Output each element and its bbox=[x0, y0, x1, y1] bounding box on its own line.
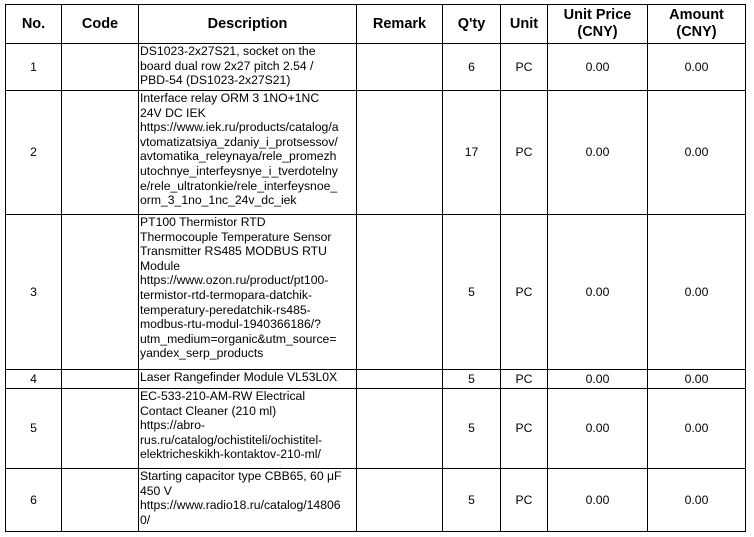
cell-remark bbox=[357, 91, 443, 215]
header-remark: Remark bbox=[357, 5, 443, 44]
header-unit-price-currency: (CNY) bbox=[577, 24, 618, 40]
header-amount-label: Amount bbox=[669, 7, 724, 23]
cell-no: 5 bbox=[6, 389, 62, 469]
table-row bbox=[6, 389, 746, 469]
cell-unit: PC bbox=[501, 469, 548, 532]
cell-unit: PC bbox=[501, 215, 548, 370]
cell-description: DS1023-2x27S21, socket on the board dual row 2x27 pitch 2.54 / PBD-54 (DS1023-2x27S21) bbox=[139, 44, 357, 91]
cell-description: Starting capacitor type CBB65, 60 μF 450 V https://www.radio18.ru/catalog/14806 0/ bbox=[139, 469, 357, 532]
quotation-table bbox=[5, 4, 746, 532]
header-unit: Unit bbox=[501, 5, 548, 44]
cell-description: PT100 Thermistor RTD Thermocouple Temperature Sensor Transmitter RS485 MODBUS RTU Module https://www.ozon.ru/product/pt100- termistor-rtd-termopara-datchik- temperatury-peredatchik-rs485- modbus-rtu-modul-1940366186/? utm_medium=organic&utm_source= yandex_serp_products bbox=[139, 215, 357, 370]
cell-unit-price: 0.00 bbox=[548, 370, 648, 389]
cell-remark bbox=[357, 469, 443, 532]
cell-no: 4 bbox=[6, 370, 62, 389]
cell-code bbox=[62, 469, 139, 532]
cell-description: Interface relay ORM 3 1NO+1NC 24V DC IEK https://www.iek.ru/products/catalog/a vtomatizatsiya_zdaniy_i_protsessov/ avtomatika_releynaya/rele_promezh utochnye_interfeysnye_i_tverdotelny e/rele_ultratonkie/rele_interfeysnoe_ orm_3_1no_1nc_24v_dc_iek bbox=[139, 91, 357, 215]
cell-amount: 0.00 bbox=[648, 44, 746, 91]
header-amount-currency: (CNY) bbox=[676, 24, 717, 40]
table-row bbox=[6, 370, 746, 389]
cell-qty: 6 bbox=[443, 44, 501, 91]
header-no: No. bbox=[6, 5, 62, 44]
cell-qty: 5 bbox=[443, 469, 501, 532]
table-row bbox=[6, 469, 746, 532]
cell-amount: 0.00 bbox=[648, 215, 746, 370]
cell-remark bbox=[357, 44, 443, 91]
cell-no: 6 bbox=[6, 469, 62, 532]
header-description: Description bbox=[139, 5, 357, 44]
cell-remark bbox=[357, 389, 443, 469]
cell-amount: 0.00 bbox=[648, 91, 746, 215]
cell-remark bbox=[357, 370, 443, 389]
cell-no: 1 bbox=[6, 44, 62, 91]
cell-unit-price: 0.00 bbox=[548, 44, 648, 91]
cell-no: 2 bbox=[6, 91, 62, 215]
header-unit-price-label: Unit Price bbox=[563, 7, 632, 23]
cell-code bbox=[62, 370, 139, 389]
header-amount bbox=[648, 5, 746, 44]
cell-unit: PC bbox=[501, 389, 548, 469]
cell-amount: 0.00 bbox=[648, 469, 746, 532]
table-row bbox=[6, 91, 746, 215]
cell-qty: 5 bbox=[443, 370, 501, 389]
cell-code bbox=[62, 91, 139, 215]
cell-no: 3 bbox=[6, 215, 62, 370]
cell-unit-price: 0.00 bbox=[548, 91, 648, 215]
cell-remark bbox=[357, 215, 443, 370]
cell-unit-price: 0.00 bbox=[548, 469, 648, 532]
cell-qty: 5 bbox=[443, 215, 501, 370]
cell-qty: 5 bbox=[443, 389, 501, 469]
table-row bbox=[6, 215, 746, 370]
cell-unit-price: 0.00 bbox=[548, 215, 648, 370]
header-code: Code bbox=[62, 5, 139, 44]
table-row bbox=[6, 44, 746, 91]
cell-code bbox=[62, 215, 139, 370]
table-header-row bbox=[6, 5, 746, 44]
cell-qty: 17 bbox=[443, 91, 501, 215]
cell-unit-price: 0.00 bbox=[548, 389, 648, 469]
cell-code bbox=[62, 389, 139, 469]
cell-code bbox=[62, 44, 139, 91]
cell-unit: PC bbox=[501, 44, 548, 91]
cell-amount: 0.00 bbox=[648, 370, 746, 389]
cell-description: Laser Rangefinder Module VL53L0X bbox=[139, 370, 357, 389]
cell-unit: PC bbox=[501, 91, 548, 215]
cell-amount: 0.00 bbox=[648, 389, 746, 469]
header-unit-price bbox=[548, 5, 648, 44]
cell-unit: PC bbox=[501, 370, 548, 389]
cell-description: EC-533-210-AM-RW Electrical Contact Cleaner (210 ml) https://abro- rus.ru/catalog/ochistiteli/ochistitel- elektricheskikh-kontaktov-210-ml/ bbox=[139, 389, 357, 469]
header-qty: Q'ty bbox=[443, 5, 501, 44]
